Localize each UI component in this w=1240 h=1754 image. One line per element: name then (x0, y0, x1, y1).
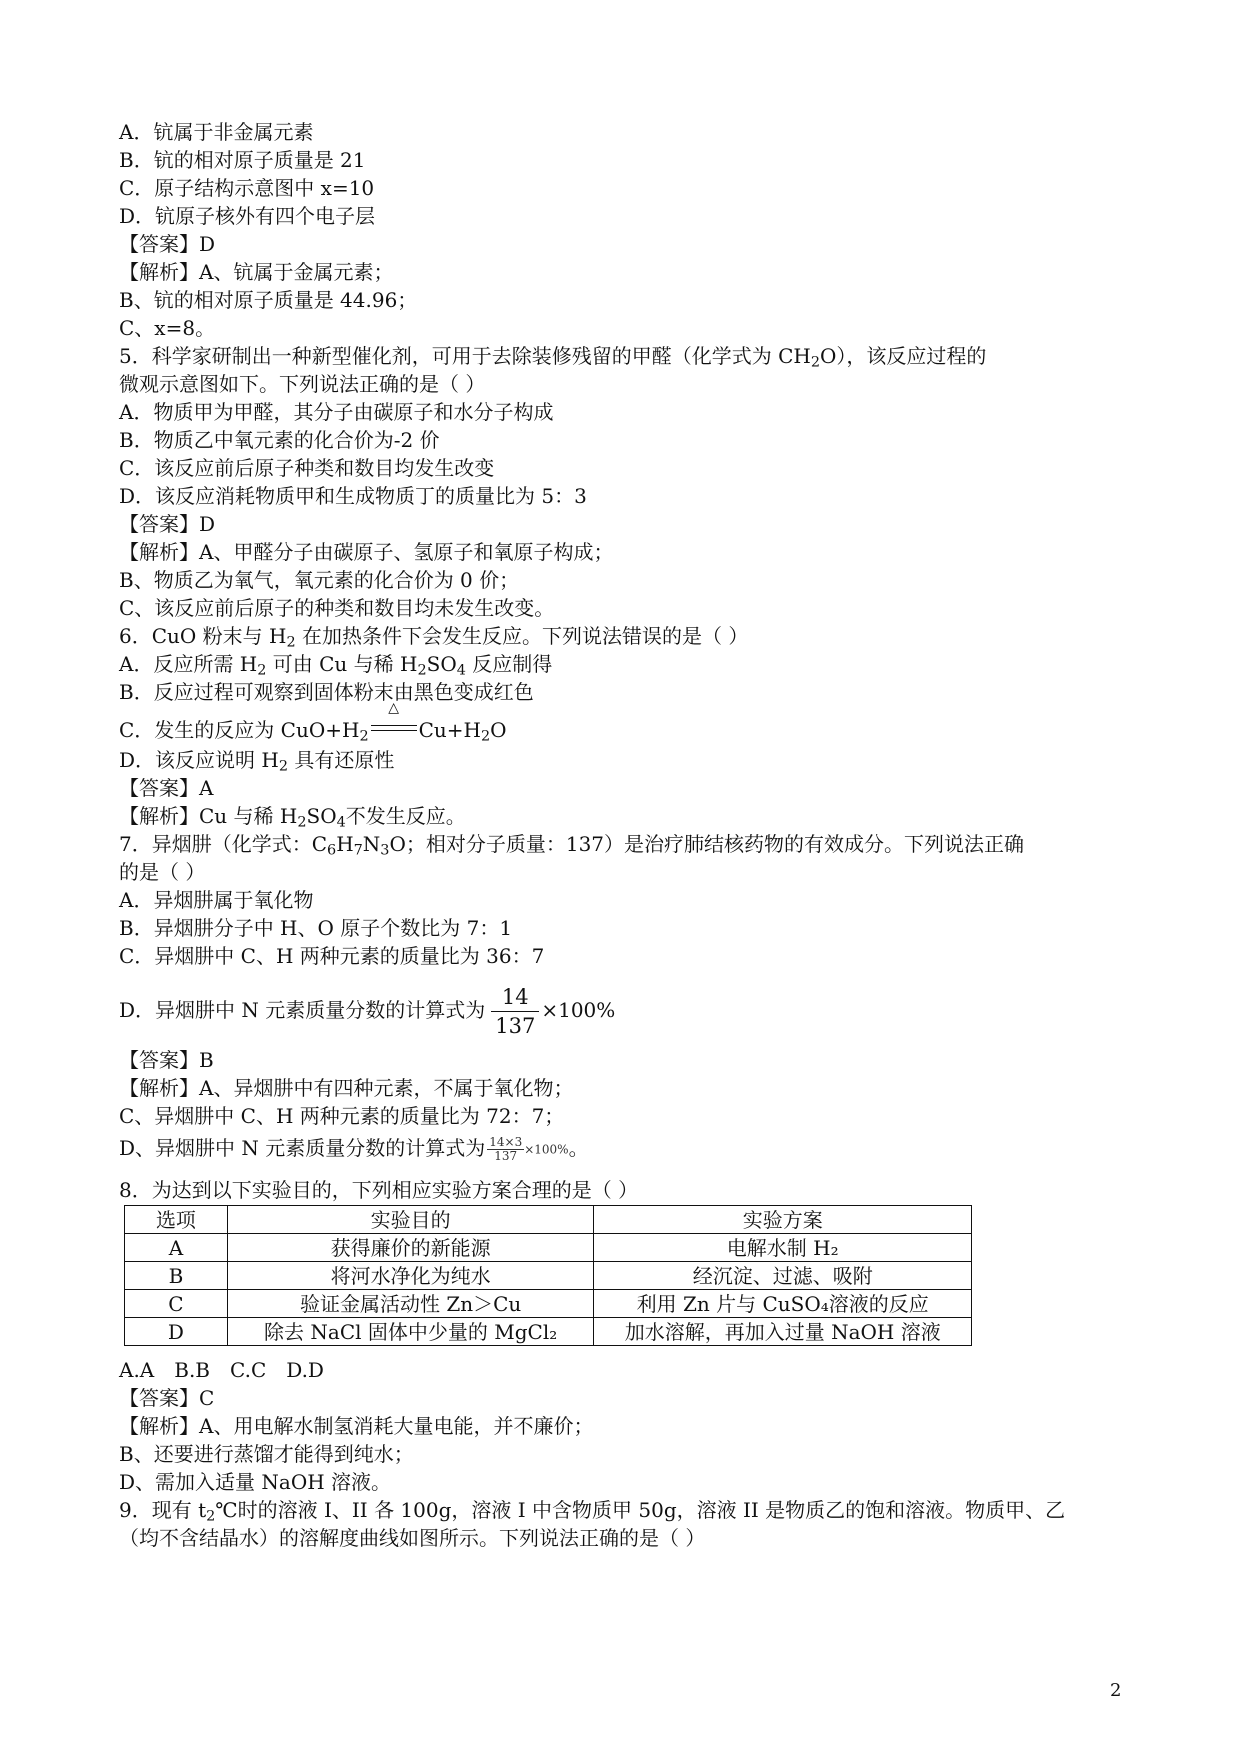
n-mass-fraction: $\frac{14}{137}$ (491, 983, 539, 1040)
cell-option: C (125, 1290, 228, 1318)
q6-option-b: B．反应过程可观察到固体粉末由黑色变成红色 (119, 680, 534, 704)
q5-option-a: A．物质甲为甲醛，其分子由碳原子和水分子构成 (119, 400, 554, 424)
q8-stem: 8．为达到以下实验目的，下列相应实验方案合理的是（ ） (119, 1178, 639, 1202)
q7-explanation-2: C、异烟肼中 C、H 两种元素的质量比为 72：7； (119, 1104, 565, 1128)
n-mass-fraction-corrected: $\frac{14\times 3}{137}$ (489, 1135, 523, 1163)
heat-triangle-icon: △ (388, 700, 399, 716)
q8-choices: A.A B.B C.C D.D (119, 1358, 324, 1382)
q6-explanation: 【解析】Cu 与稀 $H_2SO_4$不发生反应。 (119, 804, 466, 831)
table-header-row (125, 1206, 972, 1234)
table-row (125, 1262, 972, 1290)
q4-option-d: D．钪原子核外有四个电子层 (119, 204, 376, 228)
q4-option-a: A．钪属于非金属元素 (119, 120, 314, 144)
cell-option: B (125, 1262, 228, 1290)
heating-reaction-sign (371, 700, 417, 739)
q6-answer: 【答案】A (119, 776, 214, 800)
q7-option-d: D．异烟肼中 N 元素质量分数的计算式为 $\frac{14}{137}$ ×100% (119, 985, 616, 1038)
q4-answer: 【答案】D (119, 232, 216, 256)
q6-stem: 6．CuO 粉末与 $H_2$ 在加热条件下会发生反应。下列说法错误的是（ ） (119, 624, 749, 651)
table-row (125, 1290, 972, 1318)
q7-explanation-3: D、异烟肼中 N 元素质量分数的计算式为 $\frac{14\times 3}{137}$ ×100%。 (119, 1135, 589, 1163)
q5-explanation-1: 【解析】A、甲醛分子由碳原子、氢原子和氧原子构成； (119, 540, 614, 564)
cell-option: A (125, 1234, 228, 1262)
q5-answer: 【答案】D (119, 512, 216, 536)
cell-option: D (125, 1318, 228, 1346)
q5-option-b: B．物质乙中氧元素的化合价为-2 价 (119, 428, 440, 452)
q8-explanation-2: B、还要进行蒸馏才能得到纯水； (119, 1442, 414, 1466)
cell-plan: 利用 Zn 片与 CuSO₄溶液的反应 (594, 1290, 972, 1318)
q9-stem-line-2: （均不含结晶水）的溶解度曲线如图所示。下列说法正确的是（ ） (119, 1526, 706, 1550)
header-purpose: 实验目的 (227, 1206, 594, 1234)
q8-explanation-1: 【解析】A、用电解水制氢消耗大量电能，并不廉价； (119, 1414, 594, 1438)
q8-options-table (124, 1205, 972, 1346)
q6-option-d: D．该反应说明 $H_2$ 具有还原性 (119, 748, 395, 775)
page-number: 2 (1110, 1680, 1122, 1701)
q7-option-a: A．异烟肼属于氧化物 (119, 888, 314, 912)
cell-plan: 电解水制 H₂ (594, 1234, 972, 1262)
cell-purpose: 验证金属活动性 Zn＞Cu (227, 1290, 594, 1318)
q7-stem-line-1: 7．异烟肼（化学式：$C_6H_7N_3O$；相对分子质量：137）是治疗肺结核药物的有效成分。下列说法正确 (119, 832, 1025, 859)
cell-plan: 经沉淀、过滤、吸附 (594, 1262, 972, 1290)
q7-explanation-1: 【解析】A、异烟肼中有四种元素，不属于氧化物； (119, 1076, 574, 1100)
q5-stem-line-2: 微观示意图如下。下列说法正确的是（ ） (119, 372, 486, 396)
table-row (125, 1234, 972, 1262)
cell-purpose: 获得廉价的新能源 (227, 1234, 594, 1262)
q8-answer: 【答案】C (119, 1386, 215, 1410)
cell-purpose: 将河水净化为纯水 (227, 1262, 594, 1290)
q5-option-d: D．该反应消耗物质甲和生成物质丁的质量比为 5：3 (119, 484, 587, 508)
q7-answer: 【答案】B (119, 1048, 214, 1072)
q4-explanation-1: 【解析】A、钪属于金属元素； (119, 260, 394, 284)
q4-explanation-2: B、钪的相对原子质量是 44.96； (119, 288, 418, 312)
q4-option-c: C．原子结构示意图中 x=10 (119, 176, 375, 200)
q7-option-c: C．异烟肼中 C、H 两种元素的质量比为 36：7 (119, 944, 545, 968)
q6-option-a: A．反应所需 $H_2$ 可由 Cu 与稀 $H_2SO_4$ 反应制得 (119, 652, 553, 679)
q5-explanation-2: B、物质乙为氧气，氧元素的化合价为 0 价； (119, 568, 520, 592)
header-option: 选项 (125, 1206, 228, 1234)
q8-explanation-3: D、需加入适量 NaOH 溶液。 (119, 1470, 392, 1494)
q5-stem-line-1: 5．科学家研制出一种新型催化剂，可用于去除装修残留的甲醛（化学式为 $CH_2O$），该反应过程的 (119, 344, 987, 371)
table-row (125, 1318, 972, 1346)
q6-option-c: C．发生的反应为 $CuO+H_2$ △ $Cu+H_2O$ (119, 700, 507, 745)
header-plan: 实验方案 (594, 1206, 972, 1234)
q7-option-b: B．异烟肼分子中 H、O 原子个数比为 7：1 (119, 916, 513, 940)
cell-purpose: 除去 NaCl 固体中少量的 MgCl₂ (227, 1318, 594, 1346)
q5-option-c: C．该反应前后原子种类和数目均发生改变 (119, 456, 495, 480)
q9-stem-line-1: 9．现有 $t_2℃$时的溶液 I、II 各 100g，溶液 I 中含物质甲 50g，溶液 II 是物质乙的饱和溶液。物质甲、乙 (119, 1498, 1066, 1525)
q5-explanation-3: C、该反应前后原子的种类和数目均未发生改变。 (119, 596, 555, 620)
cell-plan: 加水溶解，再加入过量 NaOH 溶液 (594, 1318, 972, 1346)
q4-option-b: B．钪的相对原子质量是 21 (119, 148, 366, 172)
q4-explanation-3: C、x=8。 (119, 316, 216, 340)
q7-stem-line-2: 的是（ ） (119, 860, 206, 884)
